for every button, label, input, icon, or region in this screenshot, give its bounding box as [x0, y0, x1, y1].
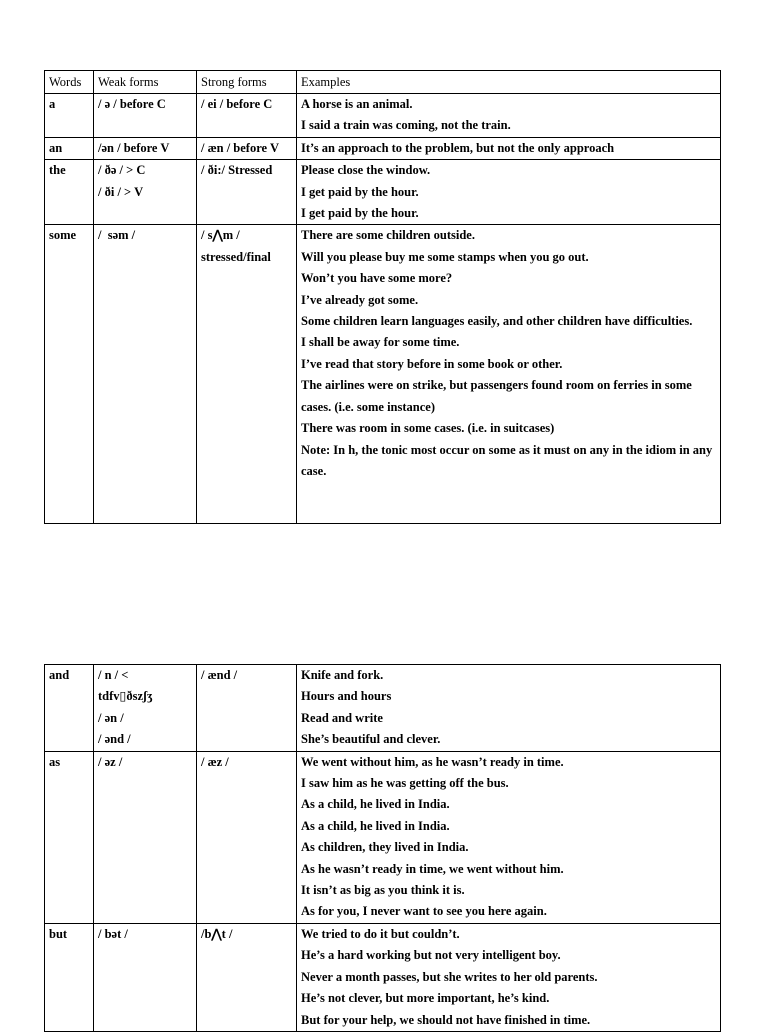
- example-sentence: Will you please buy me some stamps when you go out.: [301, 249, 589, 264]
- strong-form: / ei / before C: [201, 97, 273, 111]
- word-forms-table-2: [44, 664, 721, 1032]
- table-row: [45, 160, 721, 225]
- strong-form: / s⋀m /: [201, 228, 240, 243]
- example-sentence: He’s not clever, but more important, he’s kind.: [301, 991, 550, 1006]
- weak-form: / səm /: [98, 228, 136, 243]
- examples-cell: [297, 137, 721, 159]
- weak-form-cell: [94, 225, 197, 524]
- example-sentence: Hours and hours: [301, 689, 392, 704]
- word-cell: the: [45, 160, 94, 225]
- example-sentence: As a child, he lived in India.: [301, 818, 450, 833]
- example-sentence: Knife and fork.: [301, 668, 384, 682]
- table-row: [45, 751, 721, 923]
- weak-form: / ən /: [98, 710, 124, 725]
- strong-form-cell: [197, 225, 297, 524]
- weak-form-cell: [94, 137, 197, 159]
- example-sentence: Some children learn languages easily, and other children have difficulties.: [301, 314, 693, 329]
- header-weak-forms: Weak forms: [94, 71, 197, 94]
- example-sentence: It’s an approach to the problem, but not the only approach: [301, 140, 615, 155]
- word-cell: but: [45, 923, 94, 1031]
- example-sentence: He’s a hard working but not very intelligent boy.: [301, 948, 561, 963]
- weak-form: / ðə / > C: [98, 163, 146, 178]
- header-words: Words: [45, 71, 94, 94]
- example-sentence: I’ve read that story before in some book or other.: [301, 356, 563, 371]
- header-row: [45, 71, 721, 94]
- example-sentence: I get paid by the hour.: [301, 184, 419, 199]
- strong-form: / æz /: [201, 754, 229, 769]
- table-row: [45, 665, 721, 752]
- word-cell: some: [45, 225, 94, 524]
- example-sentence: I saw him as he was getting off the bus.: [301, 776, 509, 791]
- examples-cell: [297, 160, 721, 225]
- header-strong-forms: Strong forms: [197, 71, 297, 94]
- word-forms-table-1: [44, 70, 721, 524]
- example-sentence: As he wasn’t ready in time, we went without him.: [301, 861, 564, 876]
- table-row: [45, 94, 721, 138]
- weak-form: /ən / before V: [98, 140, 170, 155]
- example-sentence: Never a month passes, but she writes to her old parents.: [301, 969, 598, 984]
- strong-form-cell: [197, 923, 297, 1031]
- weak-form-cell: [94, 94, 197, 138]
- examples-cell: [297, 923, 721, 1031]
- example-note: Note: In h, the tonic most occur on some as it must on any in the idiom in any case.: [301, 442, 713, 478]
- strong-form-cell: [197, 94, 297, 138]
- example-sentence: She’s beautiful and clever.: [301, 732, 441, 747]
- example-sentence: I shall be away for some time.: [301, 335, 460, 350]
- strong-form: /b⋀t /: [201, 926, 233, 941]
- strong-form-cell: [197, 137, 297, 159]
- example-sentence: As a child, he lived in India.: [301, 797, 450, 812]
- weak-form: / bət /: [98, 926, 128, 941]
- strong-form-cell: [197, 751, 297, 923]
- example-sentence: But for your help, we should not have finished in time.: [301, 1012, 591, 1027]
- strong-form: / ænd /: [201, 668, 238, 682]
- strong-form-cell: [197, 160, 297, 225]
- examples-cell: [297, 94, 721, 138]
- table-row: [45, 137, 721, 159]
- weak-form-cell: [94, 160, 197, 225]
- example-sentence: We went without him, as he wasn’t ready in time.: [301, 754, 564, 769]
- example-sentence: As children, they lived in India.: [301, 840, 469, 855]
- example-sentence: We tried to do it but couldn’t.: [301, 926, 460, 941]
- example-sentence: The airlines were on strike, but passengers found room on ferries in some cases. (i.e. some instance): [301, 378, 692, 414]
- examples-cell: [297, 225, 721, 524]
- weak-form-cell: [94, 665, 197, 752]
- examples-cell: [297, 751, 721, 923]
- example-sentence: There was room in some cases. (i.e. in suitcases): [301, 421, 555, 436]
- header-examples: Examples: [297, 71, 721, 94]
- table-row: [45, 923, 721, 1031]
- example-sentence: Please close the window.: [301, 163, 431, 178]
- example-sentence: I’ve already got some.: [301, 292, 419, 307]
- example-sentence: I get paid by the hour.: [301, 206, 419, 221]
- weak-form: / ə / before C: [98, 97, 166, 111]
- strong-form: stressed/final: [201, 249, 271, 264]
- weak-form: tdfv▯ðszʃʒ: [98, 689, 153, 704]
- example-sentence: Read and write: [301, 710, 383, 725]
- weak-form-cell: [94, 923, 197, 1031]
- word-cell: an: [45, 137, 94, 159]
- weak-form: / ənd /: [98, 732, 131, 747]
- strong-form: / ði:/ Stressed: [201, 163, 273, 178]
- example-sentence: I said a train was coming, not the train.: [301, 118, 511, 133]
- example-sentence: There are some children outside.: [301, 228, 475, 243]
- example-sentence: It isn’t as big as you think it is.: [301, 883, 465, 898]
- table-row: [45, 225, 721, 524]
- word-cell: as: [45, 751, 94, 923]
- example-sentence: Won’t you have some more?: [301, 271, 453, 286]
- examples-cell: [297, 665, 721, 752]
- word-cell: and: [45, 665, 94, 752]
- strong-form-cell: [197, 665, 297, 752]
- weak-form: / n / <: [98, 668, 129, 682]
- word-cell: a: [45, 94, 94, 138]
- weak-form: / ði / > V: [98, 184, 144, 199]
- strong-form: / æn / before V: [201, 140, 280, 155]
- weak-form: / əz /: [98, 754, 123, 769]
- example-sentence: A horse is an animal.: [301, 97, 413, 111]
- weak-form-cell: [94, 751, 197, 923]
- example-sentence: As for you, I never want to see you here again.: [301, 904, 547, 919]
